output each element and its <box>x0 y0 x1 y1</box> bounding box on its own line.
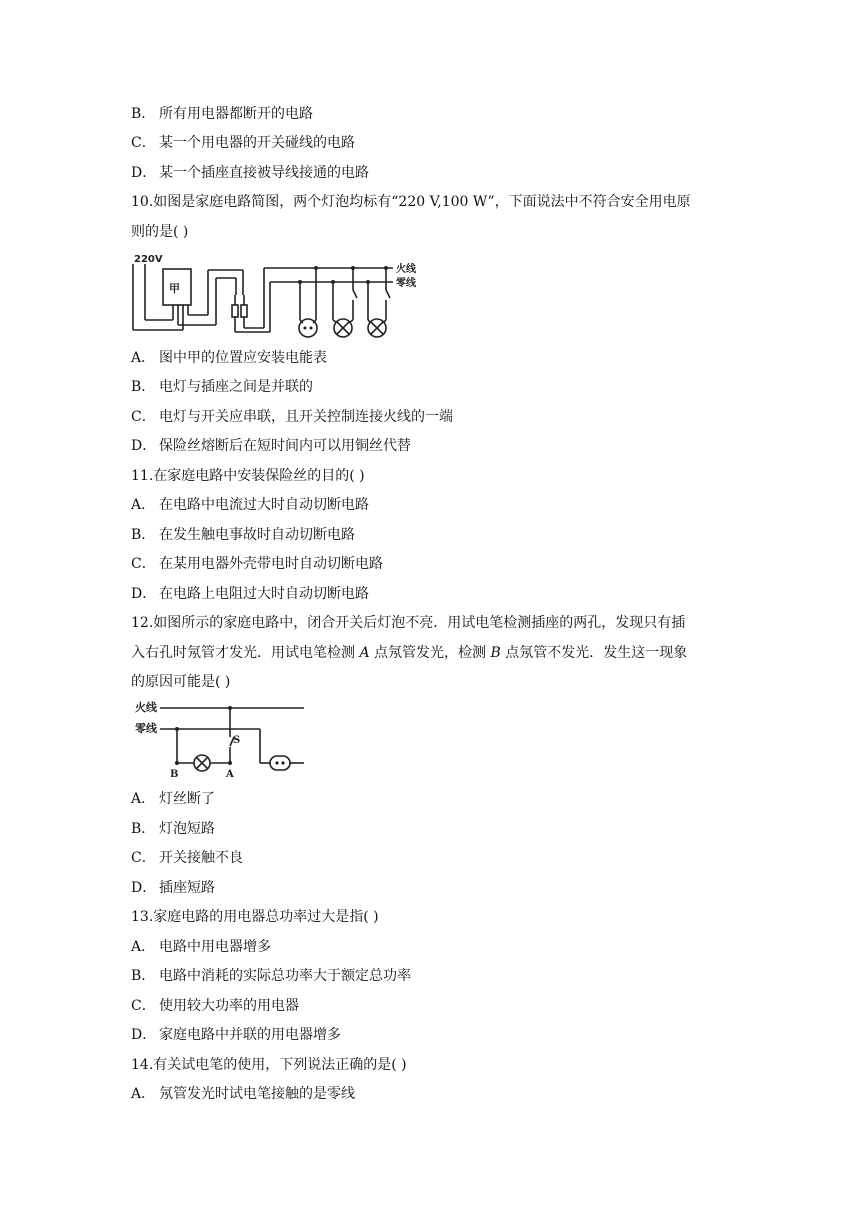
q11-option-c <box>131 554 383 574</box>
q12-option-a <box>131 789 215 809</box>
option-letter: C． <box>131 998 156 1014</box>
q12-circuit-diagram <box>132 697 310 783</box>
option-letter: B． <box>131 968 156 984</box>
option-letter: C． <box>131 409 156 425</box>
option-text: 在某用电器外壳带电时自动切断电路 <box>159 556 383 572</box>
option-text: 氖管发光时试电笔接触的是零线 <box>159 1086 355 1102</box>
option-letter: D． <box>131 438 157 454</box>
q12-stem-line2 <box>131 643 687 663</box>
live-wire-label: 火线 <box>396 264 416 275</box>
option-text: 电灯与插座之间是并联的 <box>159 379 313 395</box>
option-letter: A． <box>131 791 156 807</box>
q10-option-d <box>131 436 411 456</box>
option-letter: D． <box>131 1027 157 1043</box>
q12-stem-line1: 12.如图所示的家庭电路中，闭合开关后灯泡不亮．用试电笔检测插座的两孔，发现只有插 <box>131 615 686 631</box>
point-a-label: A <box>226 769 234 780</box>
stem-text: 点氖管发光，检测 <box>369 645 491 661</box>
voltage-label: 220V <box>134 254 163 265</box>
q14-option-a <box>131 1084 355 1104</box>
stem-text: 点氖管不发光．发生这一现象 <box>500 645 688 661</box>
option-text: 家庭电路中并联的用电器增多 <box>159 1027 341 1043</box>
q12-option-b <box>131 819 215 839</box>
lamp-switch-circuit-svg <box>132 697 310 783</box>
q11-stem: 11.在家庭电路中安装保险丝的目的( ) <box>131 468 365 484</box>
option-text: 电路中消耗的实际总功率大于额定总功率 <box>159 968 411 984</box>
option-text: 插座短路 <box>159 880 215 896</box>
switch-label: S <box>233 735 241 746</box>
option-text: 电灯与开关应串联，且开关控制连接火线的一端 <box>159 409 453 425</box>
q9-option-b <box>131 104 313 124</box>
live-wire-label: 火线 <box>135 701 157 714</box>
q10-option-a <box>131 348 327 368</box>
option-text: 开关接触不良 <box>159 850 243 866</box>
option-letter: A． <box>131 939 156 955</box>
q13-stem: 13.家庭电路的用电器总功率过大是指( ) <box>131 909 379 925</box>
option-letter: D． <box>131 586 157 602</box>
neutral-wire-label: 零线 <box>396 278 416 289</box>
option-text: 使用较大功率的用电器 <box>159 998 299 1014</box>
option-letter: C． <box>131 850 156 866</box>
point-b-label: B <box>170 769 179 780</box>
option-letter: C． <box>131 556 156 572</box>
option-letter: B． <box>131 106 156 122</box>
stem-text: 入右孔时氖管才发光．用试电笔检测 <box>131 645 360 661</box>
option-letter: A． <box>131 350 156 366</box>
option-text: 在发生触电事故时自动切断电路 <box>159 527 355 543</box>
meter-label: 甲 <box>169 282 180 295</box>
option-text: 保险丝熔断后在短时间内可以用铜丝代替 <box>159 438 411 454</box>
option-text: 灯丝断了 <box>159 791 215 807</box>
q13-option-c <box>131 996 299 1016</box>
household-circuit-svg <box>128 250 428 342</box>
q10-stem-line1: 10.如图是家庭电路简图，两个灯泡均标有“220 V,100 W”，下面说法中不符合安全用电原 <box>131 194 691 210</box>
option-text: 某一个插座直接被导线接通的电路 <box>159 165 369 181</box>
q10-option-c <box>131 407 453 427</box>
neutral-wire-label: 零线 <box>135 722 157 735</box>
q13-option-d <box>131 1025 341 1045</box>
q12-option-c <box>131 848 243 868</box>
option-text: 所有用电器都断开的电路 <box>159 106 313 122</box>
option-text: 电路中用电器增多 <box>159 939 271 955</box>
q12-option-d <box>131 878 215 898</box>
option-letter: D． <box>131 880 157 896</box>
option-letter: C． <box>131 135 156 151</box>
option-letter: A． <box>131 1086 156 1102</box>
option-letter: D． <box>131 165 157 181</box>
point-a-ref: A <box>359 645 370 661</box>
q10-option-b <box>131 377 313 397</box>
option-text: 灯泡短路 <box>159 821 215 837</box>
q10-stem-line2: 则的是( ) <box>131 224 189 240</box>
q12-stem-line3: 的原因可能是( ) <box>131 674 231 690</box>
option-text: 图中甲的位置应安装电能表 <box>159 350 327 366</box>
q9-option-d <box>131 163 369 183</box>
q10-circuit-diagram <box>128 250 428 342</box>
q9-option-c <box>131 133 355 153</box>
option-letter: B． <box>131 821 156 837</box>
option-text: 在电路上电阻过大时自动切断电路 <box>159 586 369 602</box>
option-letter: B． <box>131 379 156 395</box>
option-text: 在电路中电流过大时自动切断电路 <box>159 497 369 513</box>
q13-option-a <box>131 937 271 957</box>
q11-option-b <box>131 525 355 545</box>
option-letter: A． <box>131 497 156 513</box>
point-b-ref: B <box>490 645 501 661</box>
option-letter: B． <box>131 527 156 543</box>
option-text: 某一个用电器的开关碰线的电路 <box>159 135 355 151</box>
q14-stem: 14.有关试电笔的使用，下列说法正确的是( ) <box>131 1057 407 1073</box>
q11-option-a <box>131 495 369 515</box>
q11-option-d <box>131 584 369 604</box>
q13-option-b <box>131 966 411 986</box>
